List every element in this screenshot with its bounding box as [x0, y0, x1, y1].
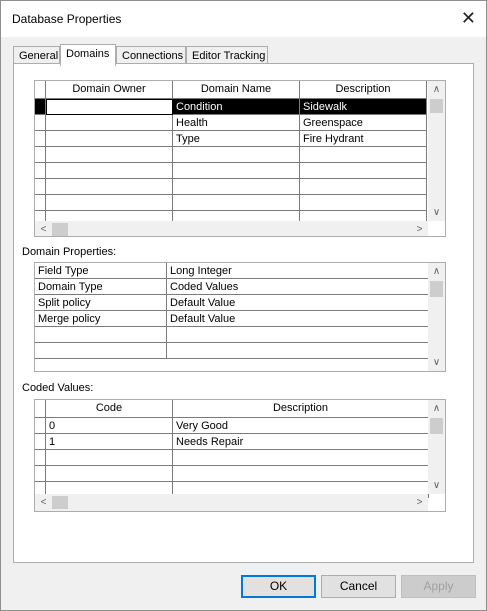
scroll-right-icon[interactable]: >	[416, 497, 423, 508]
scroll-thumb[interactable]	[52, 496, 68, 509]
scroll-right-icon[interactable]: >	[416, 224, 423, 235]
table-cell[interactable]	[46, 147, 173, 163]
table-cell[interactable]	[46, 99, 173, 115]
property-name: Split policy	[35, 295, 167, 311]
table-cell[interactable]	[173, 147, 300, 163]
property-name: Field Type	[35, 263, 167, 279]
scroll-up-icon[interactable]: ∧	[432, 266, 441, 277]
row-header-corner	[35, 400, 46, 418]
tab-general[interactable]: General	[13, 46, 60, 65]
scroll-thumb[interactable]	[430, 99, 443, 113]
tab-domains[interactable]: Domains	[60, 44, 116, 66]
table-cell[interactable]	[46, 131, 173, 147]
domain-properties-label: Domain Properties:	[22, 246, 117, 258]
scroll-thumb[interactable]	[430, 281, 443, 297]
close-icon[interactable]: ✕	[460, 8, 476, 28]
scroll-up-icon[interactable]: ∧	[432, 84, 441, 95]
horizontal-scrollbar[interactable]	[35, 494, 428, 511]
table-cell[interactable]	[173, 163, 300, 179]
property-value[interactable]: Long Integer	[167, 263, 429, 279]
column-header[interactable]: Domain Name	[173, 81, 300, 99]
row-selector[interactable]	[35, 163, 46, 179]
column-header[interactable]: Domain Owner	[46, 81, 173, 99]
scroll-thumb[interactable]	[52, 223, 68, 236]
row-selector[interactable]	[35, 115, 46, 131]
horizontal-scrollbar[interactable]	[35, 221, 428, 237]
table-cell[interactable]	[300, 179, 427, 195]
table-cell[interactable]	[300, 147, 427, 163]
table-cell[interactable]	[300, 195, 427, 211]
coded-values-table	[34, 399, 446, 512]
domain-properties-table	[34, 262, 446, 372]
row-selector[interactable]	[35, 99, 46, 115]
scroll-thumb[interactable]	[430, 418, 443, 434]
property-value[interactable]	[167, 343, 429, 359]
vertical-scrollbar[interactable]	[428, 263, 445, 371]
table-cell[interactable]	[300, 163, 427, 179]
row-header-corner	[35, 81, 46, 99]
vertical-scrollbar[interactable]	[428, 400, 445, 494]
ok-button[interactable]: OK	[241, 575, 316, 598]
row-selector[interactable]	[35, 179, 46, 195]
table-cell[interactable]: Very Good	[173, 418, 429, 434]
table-cell[interactable]: 0	[46, 418, 173, 434]
row-selector[interactable]	[35, 131, 46, 147]
row-selector[interactable]	[35, 147, 46, 163]
table-cell[interactable]	[173, 466, 429, 482]
table-cell[interactable]: Sidewalk	[300, 99, 427, 115]
table-cell[interactable]: Condition	[173, 99, 300, 115]
tab-connections[interactable]: Connections	[116, 46, 186, 65]
table-cell[interactable]: 1	[46, 434, 173, 450]
scroll-down-icon[interactable]: ∨	[432, 357, 441, 368]
column-header[interactable]: Code	[46, 400, 173, 418]
property-name	[35, 327, 167, 343]
column-header[interactable]: Description	[173, 400, 429, 418]
table-cell[interactable]	[46, 115, 173, 131]
table-cell[interactable]	[46, 179, 173, 195]
property-name: Domain Type	[35, 279, 167, 295]
table-cell[interactable]	[173, 179, 300, 195]
table-cell[interactable]: Greenspace	[300, 115, 427, 131]
scroll-down-icon[interactable]: ∨	[432, 480, 441, 491]
apply-button[interactable]: Apply	[401, 575, 476, 598]
table-cell[interactable]: Health	[173, 115, 300, 131]
title-bar	[1, 1, 486, 37]
table-cell[interactable]	[46, 450, 173, 466]
property-name: Merge policy	[35, 311, 167, 327]
table-cell[interactable]	[173, 450, 429, 466]
property-value[interactable]: Default Value	[167, 311, 429, 327]
row-selector[interactable]	[35, 418, 46, 434]
property-value[interactable]	[167, 327, 429, 343]
table-cell[interactable]	[46, 195, 173, 211]
scroll-up-icon[interactable]: ∧	[432, 403, 441, 414]
table-cell[interactable]: Type	[173, 131, 300, 147]
domains-table	[34, 80, 446, 237]
window-title: Database Properties	[12, 12, 122, 26]
row-selector[interactable]	[35, 434, 46, 450]
property-value[interactable]: Default Value	[167, 295, 429, 311]
scroll-left-icon[interactable]: <	[40, 497, 47, 508]
table-cell[interactable]: Needs Repair	[173, 434, 429, 450]
property-name	[35, 343, 167, 359]
scroll-down-icon[interactable]: ∨	[432, 207, 441, 218]
property-value[interactable]: Coded Values	[167, 279, 429, 295]
vertical-scrollbar[interactable]	[428, 81, 445, 221]
table-cell[interactable]	[46, 466, 173, 482]
row-selector[interactable]	[35, 450, 46, 466]
coded-values-label: Coded Values:	[22, 382, 94, 394]
row-selector[interactable]	[35, 195, 46, 211]
tab-editor-tracking[interactable]: Editor Tracking	[186, 46, 268, 65]
row-selector[interactable]	[35, 466, 46, 482]
cancel-button[interactable]: Cancel	[321, 575, 396, 598]
table-cell[interactable]: Fire Hydrant	[300, 131, 427, 147]
table-cell[interactable]	[46, 163, 173, 179]
column-header[interactable]: Description	[300, 81, 427, 99]
scroll-left-icon[interactable]: <	[40, 224, 47, 235]
table-cell[interactable]	[173, 195, 300, 211]
